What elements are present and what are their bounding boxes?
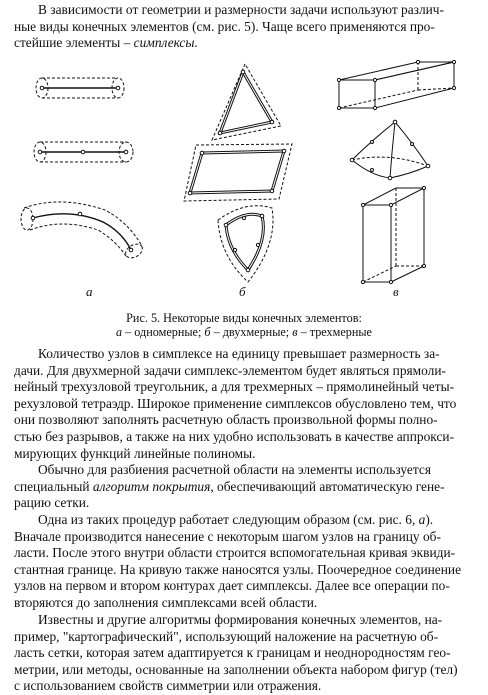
caption-b-text: – двухмерные;	[210, 325, 293, 339]
para4-line: Вначале производится нанесение с некоторым шагом узлов на границу об-	[14, 528, 441, 544]
caption-a-text: – одномерные;	[122, 325, 205, 339]
para2-line: мирующих функций линейные полиномы.	[14, 445, 256, 461]
intro-line-1: В зависимости от геометрии и размерности задачи используют различ-	[38, 2, 445, 17]
prism-element	[361, 186, 425, 283]
covering-algorithm-term: алгоритм покрытия	[92, 478, 211, 494]
two-dimensional-elements	[184, 64, 292, 282]
para2-line: рехузловой тетраэдр. Широкое применение симплексов обусловлено тем, что	[14, 395, 457, 411]
caption-a: а	[116, 325, 123, 339]
triangle-element	[212, 64, 281, 140]
caption-v-text: – трехмерные	[297, 325, 372, 339]
para2-line: нейный трехузловой треугольник, а для трехмерных – прямолинейный четы-	[14, 379, 455, 395]
one-dimensional-elements	[21, 78, 145, 261]
figure-label-v: в	[393, 284, 399, 299]
para4-line-1-em: а	[418, 512, 426, 527]
figure-5	[0, 60, 488, 310]
simplex-term: симплексы	[133, 35, 195, 51]
curved-triangle-element	[218, 206, 273, 282]
para5-line: с использованием свойств симметрии или отражения.	[14, 678, 322, 694]
para4-line-1-pre: Одна из таких процедур работает следующим образом (см. рис. 6,	[38, 512, 419, 527]
line-element-2	[34, 142, 133, 162]
intro-line-3	[14, 35, 480, 52]
intro-line-3-end: .	[194, 35, 198, 51]
para5-line: ласть сетки, которая затем адаптируется к границам и неоднородностям гео-	[14, 645, 451, 661]
para3-line-2-post: , обеспечивающий автоматическую гене-	[210, 478, 445, 494]
intro-line-3-text: стейшие элементы –	[14, 35, 134, 51]
procedure-paragraph	[14, 512, 480, 612]
para4-line-1-post: ).	[425, 512, 434, 527]
para3-line-3: рацию сетки.	[14, 495, 90, 511]
caption-b: б	[204, 325, 211, 339]
other-algorithms-paragraph	[14, 612, 480, 695]
line-element-1	[36, 78, 124, 98]
figure-caption	[0, 311, 488, 339]
caption-title: Рис. 5. Некоторые виды конечных элементов:	[126, 311, 362, 325]
simplex-paragraph	[14, 346, 480, 462]
para4-line-1	[14, 512, 480, 529]
para4-line: узлов на первом и втором контурах дает симплексы. Далее все операции по-	[14, 578, 450, 594]
para5-line: метрии, или методы, основанные на заполнении объекта набором фигур (тел)	[14, 661, 458, 677]
para4-line: ласти. После этого внутри области строится вспомогательная кривая эквиди-	[14, 545, 456, 561]
para2-line: дачи. Для двухмерной задачи симплекс-элементом будет являться прямоли-	[14, 362, 446, 378]
curved-element	[21, 202, 145, 261]
intro-line-2: ные виды конечных элементов (см. рис. 5). Чаще всего применяются про-	[14, 18, 435, 34]
caption-legend	[0, 325, 488, 339]
intro-paragraph	[14, 2, 480, 52]
quadrilateral-element	[184, 144, 292, 201]
para4-line: стантная границе. На кривую также наносятся узлы. Поочередное соединение	[14, 561, 462, 577]
para2-line: стью без разрывов, а также на них удобно использовать в качестве аппрокси-	[14, 428, 455, 444]
para5-line: пример, "картографический", использующий наложение на расчетную об-	[14, 628, 439, 644]
para3-line-1: Обычно для разбиения расчетной области на элементы используется	[38, 462, 431, 477]
figure-label-b: б	[239, 284, 246, 299]
box-element	[337, 60, 455, 109]
para4-line: вторяются до заполнения симплексами всей области.	[14, 594, 318, 610]
para3-line-2-pre: специальный	[14, 478, 93, 494]
covering-algorithm-paragraph	[14, 462, 480, 512]
finite-elements-drawing	[0, 60, 488, 310]
para2-line: Количество узлов в симплексе на единицу превышает размерность за-	[38, 346, 440, 361]
figure-label-a: а	[86, 284, 93, 299]
para2-line: они позволяют заполнять расчетную область произвольной формы полно-	[14, 412, 438, 428]
caption-v: в	[292, 325, 298, 339]
tetrahedron-element	[350, 120, 430, 180]
para5-line: Известны и другие алгоритмы формирования конечных элементов, на-	[38, 612, 443, 627]
para3-line-2	[14, 479, 480, 496]
three-dimensional-elements	[337, 60, 455, 283]
